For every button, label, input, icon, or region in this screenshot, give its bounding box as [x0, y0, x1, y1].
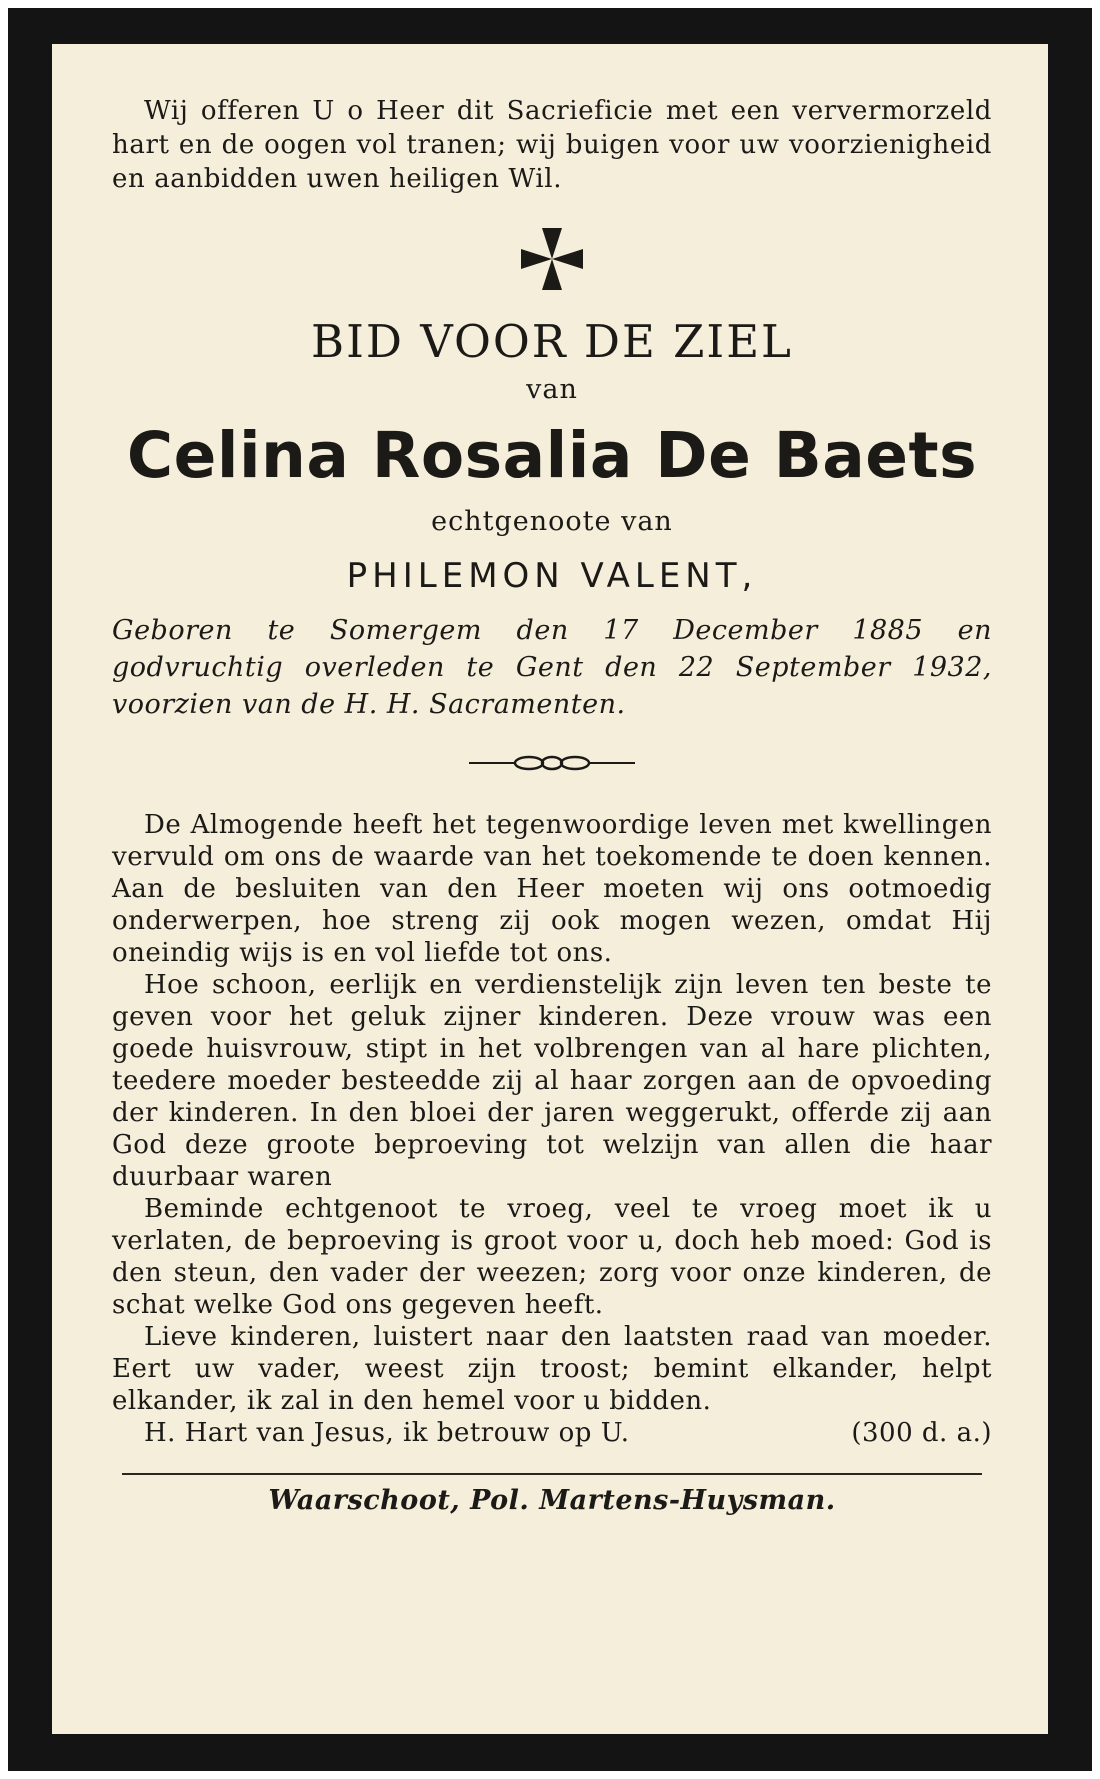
intro-prayer: Wij offeren U o Heer dit Sacrieficie met een ververmorzeld hart en de oogen vol tranen; wij buigen voor uw voorzienigheid en aanbidden uwen heiligen Wil. [112, 96, 992, 194]
body-paragraph: Beminde echtgenoot te vroeg, veel te vroeg moet ik u verlaten, de beproeving is groot voor u, doch heb moed: God is den steun, den vader der weezen; zorg voor onze kinderen, de schat welke God ons gegeven heeft. [112, 1194, 992, 1320]
indulgence-note: (300 d. a.) [851, 1418, 992, 1448]
page-title: BID VOOR DE ZIEL [311, 315, 793, 368]
birth-death-text: Geboren te Somergem den 17 December 1885 en godvruchtig overleden te Gent den 22 September 1932, voorzien van de H. H. Sacramenten. [112, 615, 992, 720]
body-paragraph: Lieve kinderen, luistert naar den laatsten raad van moeder. Eert uw vader, weest zijn troost; bemint elkander, helpt elkander, ik zal in den hemel voor u bidden. [112, 1322, 992, 1416]
body-paragraph: De Almogende heeft het tegenwoordige leven met kwellingen vervuld om ons de waarde van het toekomende te doen kennen. Aan de besluiten van den Heer moeten wij ons ootmoedig onderwerpen, hoe streng zij ook mogen wezen, omdat Hij oneindig wijs is en vol liefde tot ons. [112, 810, 992, 968]
closing-line [112, 1417, 992, 1449]
closing-prayer: H. Hart van Jesus, ik betrouw op U. [144, 1418, 630, 1448]
printer-imprint: Waarschoot, Pol. Martens-Huysman. [268, 1485, 836, 1516]
cross-icon [517, 224, 587, 294]
card-paper [52, 44, 1048, 1734]
van-label: van [526, 374, 578, 405]
ornament-divider-icon [467, 751, 637, 775]
body-paragraph: Hoe schoon, eerlijk en verdienstelijk zijn leven ten beste te geven voor het geluk zijner kinderen. Deze vrouw was een goede huisvrouw, stipt in het volbrengen van al hare plichten, teedere moeder besteedde zij al haar zorgen aan de opvoeding der kinderen. In den bloei der jaren weggerukt, offerde zij aan God deze groote beproeving tot welzijn van allen die haar duurbaar waren [112, 970, 992, 1192]
deceased-name: Celina Rosalia De Baets [126, 419, 978, 492]
spouse-label: echtgenoote van [431, 506, 673, 537]
divider-rule [122, 1473, 982, 1475]
card-content [112, 94, 992, 1519]
spouse-name: PHILEMON VALENT, [346, 556, 758, 596]
memorial-card [8, 8, 1092, 1771]
card-body [112, 809, 992, 1449]
